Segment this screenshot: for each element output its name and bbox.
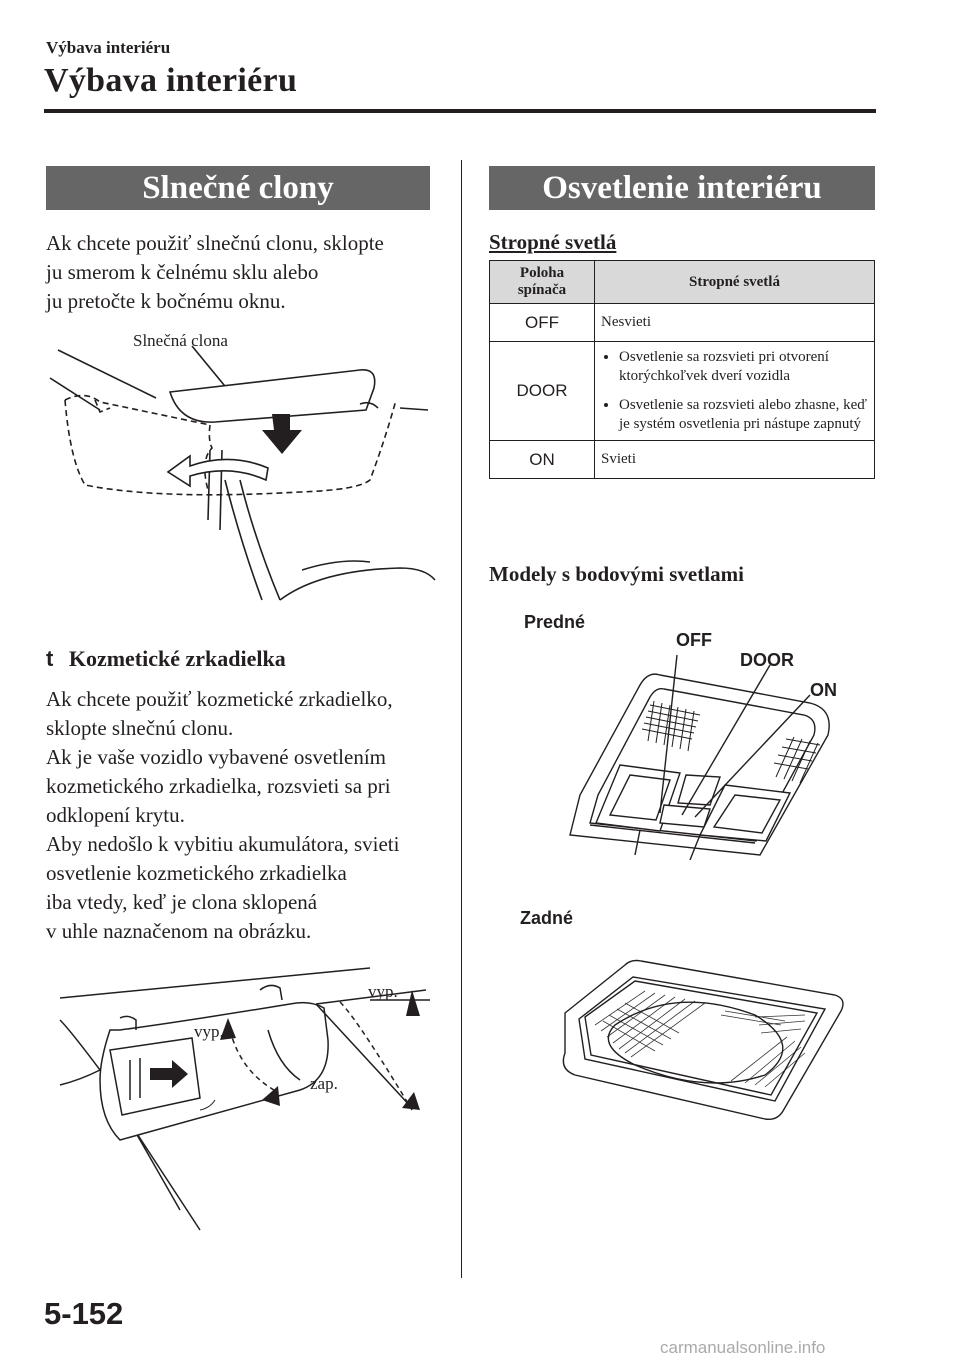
rear-light-label: Zadné [520,908,574,928]
list-item: • Osvetlenie sa rozsvieti pri otvorení ktorýchkoľvek dverí vozidla [619,348,868,386]
section-title-vanity-mirrors: t Kozmetické zrkadielka [46,646,286,671]
page-title: Výbava interiéru [44,62,298,99]
vanity-mirror-paragraph: Ak chcete použiť kozmetické zrkadielko, sklopte slnečnú clonu. Ak je vaše vozidlo vybavené osvetlením kozmetického zrkadielka, rozsvieti sa pri odklopení krytu. Aby nedošlo k vybitiu akumulátora, svieti osvetlenie kozmetického zrkadielka iba vtedy, keď je clona sklopená v uhle naznačenom na obrázku. [46,687,400,943]
table-header-row [490,261,875,304]
table-row [490,441,875,479]
section-banner-sun-visors: Slnečné clony [46,166,430,210]
sun-visor-label: Slnečná clona [133,331,228,350]
position-on: ON [490,441,595,479]
switch-position-table [489,260,875,479]
switch-label-on: ON [810,680,837,700]
page-number: 5-152 [44,1296,124,1331]
label-off-upper: vyp. [368,982,398,1001]
label-off-lower: vyp. [194,1022,224,1041]
position-off: OFF [490,304,595,342]
sun-visor-intro: Ak chcete použiť slnečnú clonu, sklopte ju smerom k čelnému sklu alebo ju pretočte k bočnému oknu. [46,231,384,313]
rear-overhead-light-illustration [555,955,855,1130]
table-row [490,342,875,441]
switch-label-door: DOOR [740,650,794,670]
front-light-label: Predné [524,612,586,632]
section-marker: t [46,646,54,671]
section-banner-interior-lighting: Osvetlenie interiéru [489,166,875,210]
position-door: DOOR [490,342,595,441]
description-on: Svieti [595,441,875,479]
spotlight-models-heading: Modely s bodovými svetlami [489,562,744,586]
overhead-lights-heading: Stropné svetlá [489,230,617,254]
header-rule [44,109,876,113]
table-row [490,304,875,342]
description-door [595,342,875,441]
table-header-position: Poloha spínača [490,261,595,304]
label-on: zap. [310,1074,338,1093]
description-off: Nesvieti [595,304,875,342]
table-header-lights: Stropné svetlá [595,261,875,304]
switch-label-off: OFF [676,630,712,650]
watermark: carmanualsonline.info [660,1338,826,1357]
sun-visor-illustration [40,330,440,610]
column-divider [461,160,462,1278]
vanity-mirror-illustration [40,960,440,1240]
running-head: Výbava interiéru [46,38,171,57]
front-overhead-light-illustration [560,655,850,870]
list-item: • Osvetlenie sa rozsvieti alebo zhasne, keď je systém osvetlenia pri nástupe zapnutý [619,396,868,434]
